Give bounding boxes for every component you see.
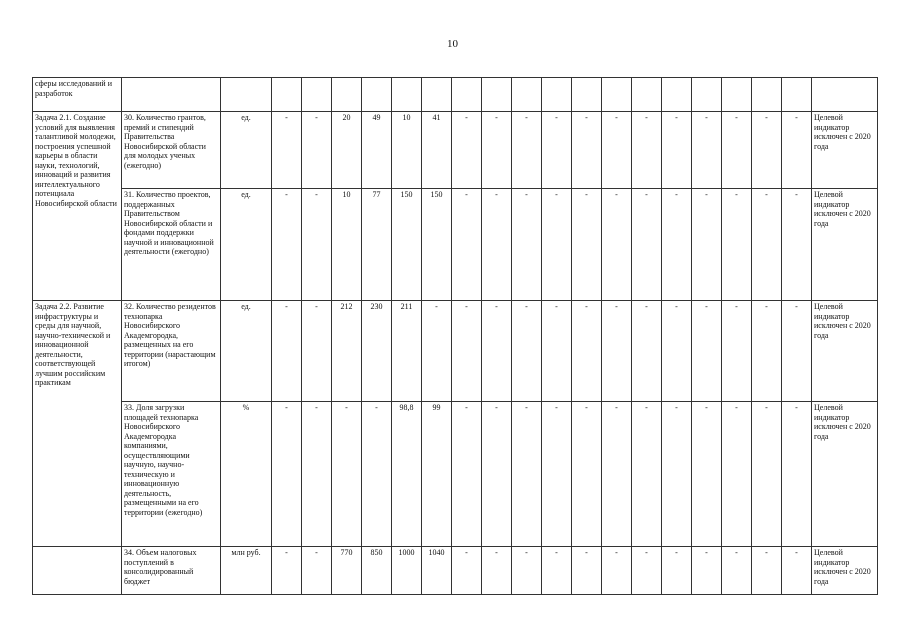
value-cell: - [452,112,482,189]
table-row [33,301,878,402]
value-cell: 41 [422,112,452,189]
value-cell: - [482,112,512,189]
value-cell: - [302,112,332,189]
value-cell: 212 [332,301,362,402]
value-cell: - [452,189,482,301]
value-cell: - [362,402,392,547]
value-cell: - [662,189,692,301]
value-cell: - [572,189,602,301]
value-cell: - [512,301,542,402]
value-cell: - [722,547,752,595]
value-cell: - [722,112,752,189]
value-cell: - [782,547,812,595]
value-cell: - [692,112,722,189]
value-cell: - [512,112,542,189]
value-cell: - [272,189,302,301]
indicator-cell: 34. Объем налоговых поступлений в консолидированный бюджет [122,547,221,595]
value-cell: - [782,402,812,547]
value-cell: - [572,547,602,595]
table-row [33,189,878,301]
value-cell: 211 [392,301,422,402]
value-cell: 1000 [392,547,422,595]
indicator-cell: 31. Количество проектов, поддержанных Правительством Новосибирской области и фондами поддержки научной и инновационной деятельности (ежегодно) [122,189,221,301]
value-cell: - [272,112,302,189]
value-cell: - [722,402,752,547]
value-cell: - [632,112,662,189]
value-cell: - [602,402,632,547]
value-cell: - [512,402,542,547]
table-row [33,112,878,189]
value-cell: - [692,189,722,301]
value-cell: - [542,189,572,301]
value-cell: 77 [362,189,392,301]
value-cell: - [482,189,512,301]
unit-cell: % [221,402,272,547]
value-cell: - [272,301,302,402]
note-cell: Целевой индикатор исключен с 2020 года [812,189,878,301]
note-cell: Целевой индикатор исключен с 2020 года [812,112,878,189]
table-row [33,547,878,595]
value-cell: - [542,547,572,595]
task-cell: Задача 2.1. Создание условий для выявления талантливой молодежи, построения успешной карьеры в области науки, технологий, инноваций и развития интеллектуального потенциала Новосибирской области [33,112,122,301]
value-cell: 98,8 [392,402,422,547]
value-cell: - [302,402,332,547]
value-cell: - [692,301,722,402]
value-cell: - [452,547,482,595]
value-cell: - [302,189,332,301]
unit-cell: ед. [221,112,272,189]
page-number: 10 [447,38,458,50]
value-cell: - [632,301,662,402]
value-cell: - [662,301,692,402]
value-cell: - [752,189,782,301]
value-cell: 10 [392,112,422,189]
value-cell: - [662,402,692,547]
value-cell: - [782,301,812,402]
value-cell: - [692,402,722,547]
value-cell: - [512,189,542,301]
unit-cell: ед. [221,189,272,301]
value-cell: 1040 [422,547,452,595]
value-cell: - [692,547,722,595]
value-cell: - [602,301,632,402]
note-cell: Целевой индикатор исключен с 2020 года [812,301,878,402]
value-cell: - [572,301,602,402]
value-cell: - [662,112,692,189]
value-cell: 850 [362,547,392,595]
value-cell: 230 [362,301,392,402]
value-cell: - [542,112,572,189]
value-cell: - [662,547,692,595]
value-cell: - [752,112,782,189]
value-cell: - [482,547,512,595]
value-cell: 99 [422,402,452,547]
value-cell: - [332,402,362,547]
value-cell: 770 [332,547,362,595]
indicator-cell: 33. Доля загрузки площадей технопарка Новосибирского Академгородка компаниями, осуществляющими научную, научно-техническую и инновационную деятельность, размещенными на его территории (ежегодно) [122,402,221,547]
value-cell: - [272,402,302,547]
value-cell: - [602,112,632,189]
indicator-cell: 32. Количество резидентов технопарка Новосибирского Академгородка, размещенных на его территории (нарастающим итогом) [122,301,221,402]
indicator-cell: 30. Количество грантов, премий и стипендий Правительства Новосибирской области для молодых ученых (ежегодно) [122,112,221,189]
unit-cell: ед. [221,301,272,402]
table-row [33,78,878,112]
task-cell [33,547,122,595]
value-cell: - [542,402,572,547]
value-cell: - [602,547,632,595]
value-cell: - [752,301,782,402]
indicators-table [32,77,878,595]
value-cell: 150 [392,189,422,301]
value-cell: - [482,301,512,402]
value-cell: 150 [422,189,452,301]
value-cell: - [782,189,812,301]
task-cell: сферы исследований и разработок [33,78,122,112]
table-body [33,78,878,595]
table-row [33,402,878,547]
value-cell: - [302,547,332,595]
value-cell: - [752,547,782,595]
value-cell: - [422,301,452,402]
value-cell: 49 [362,112,392,189]
value-cell: - [752,402,782,547]
value-cell: - [572,112,602,189]
value-cell: - [632,547,662,595]
note-cell: Целевой индикатор исключен с 2020 года [812,402,878,547]
unit-cell: млн руб. [221,547,272,595]
value-cell: - [512,547,542,595]
value-cell: - [632,189,662,301]
note-cell: Целевой индикатор исключен с 2020 года [812,547,878,595]
value-cell: - [602,189,632,301]
value-cell: - [482,402,512,547]
value-cell: - [572,402,602,547]
value-cell: - [272,547,302,595]
value-cell: - [722,189,752,301]
value-cell: - [542,301,572,402]
value-cell: - [302,301,332,402]
value-cell: - [722,301,752,402]
task-cell: Задача 2.2. Развитие инфраструктуры и среды для научной, научно-технической и инновационной деятельности, соответствующей лучшим российским практикам [33,301,122,547]
value-cell: 10 [332,189,362,301]
value-cell: - [452,402,482,547]
value-cell: - [782,112,812,189]
value-cell: 20 [332,112,362,189]
value-cell: - [452,301,482,402]
value-cell: - [632,402,662,547]
